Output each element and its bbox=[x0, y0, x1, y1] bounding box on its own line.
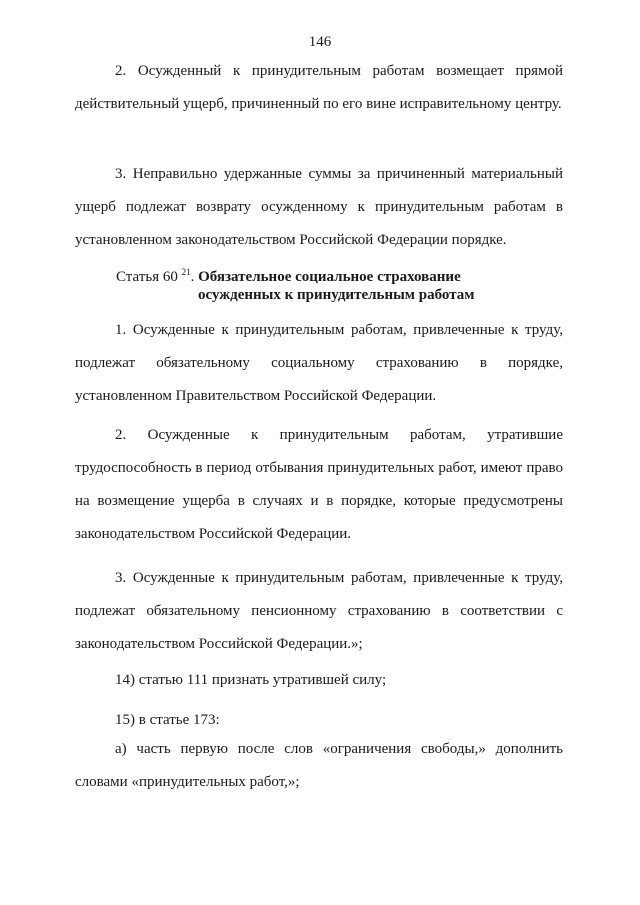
paragraph-withheld-sums: 3. Неправильно удержанные суммы за причиненный материальный ущерб подлежат возврату осужденному к принудительным работам в установленном законодательством Российской Федерации порядке. bbox=[75, 166, 563, 248]
article-title-line-1: Обязательное социальное страхование bbox=[198, 269, 461, 285]
item-a: а) часть первую после слов «ограничения свободы,» дополнить словами «принудительных работ,»; bbox=[75, 741, 563, 790]
page-number: 146 bbox=[308, 34, 332, 50]
paragraph-damage-compensation: 2. Осужденный к принудительным работам возмещает прямой действительный ущерб, причиненный по его вине исправительному центру. bbox=[75, 63, 563, 112]
article-paragraph-pension-insurance: 3. Осужденные к принудительным работам, привлеченные к труду, подлежат обязательному пенсионному страхованию в соответствии с законодательством Российской Федерации.»; bbox=[75, 570, 563, 652]
article-heading bbox=[116, 268, 576, 304]
article-number-superscript: 21 bbox=[181, 267, 191, 277]
article-paragraph-disability: 2. Осужденные к принудительным работам, утратившие трудоспособность в период отбывания принудительных работ, имеют право на возмещение ущерба в случаях и в порядке, которые предусмотрены законодательством Российской Федерации. bbox=[75, 427, 563, 542]
item-14: 14) статью 111 признать утратившей силу; bbox=[115, 672, 387, 688]
article-paragraph-social-insurance: 1. Осужденные к принудительным работам, привлеченные к труду, подлежат обязательному социальному страхованию в порядке, установленном Правительством Российской Федерации. bbox=[75, 322, 563, 404]
article-title-line-2: осужденных к принудительным работам bbox=[198, 287, 475, 303]
item-15: 15) в статье 173: bbox=[115, 712, 220, 728]
article-number: Статья 60 $^{21}$. bbox=[116, 267, 199, 285]
